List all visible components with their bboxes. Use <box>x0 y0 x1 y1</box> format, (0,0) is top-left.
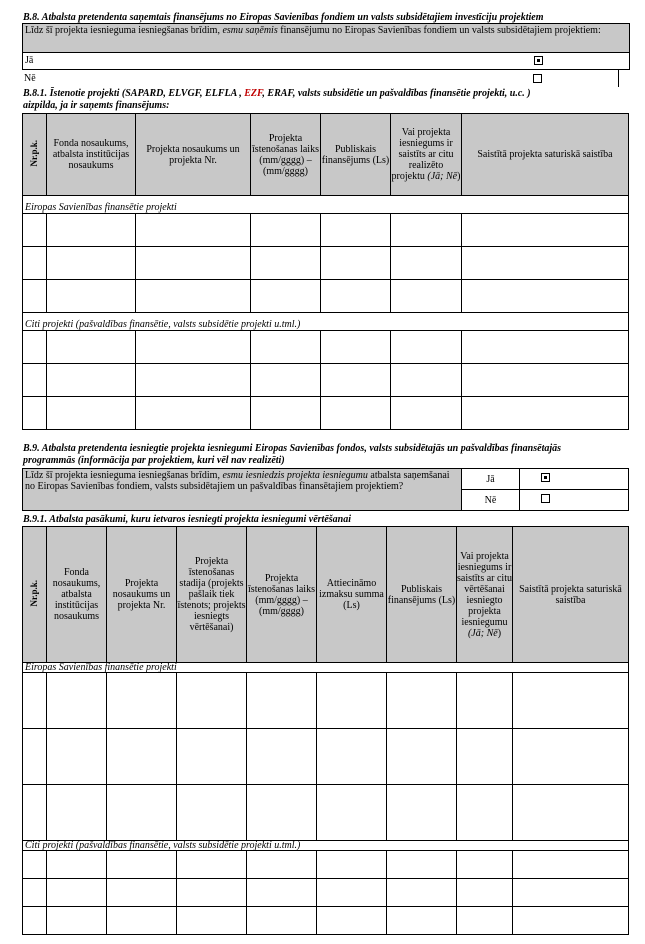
b81-section-eu-row <box>23 196 629 214</box>
b8-no-row <box>22 70 628 87</box>
table-row <box>23 280 629 313</box>
b81-header-nr: Nr.p.k. <box>23 114 47 196</box>
b8-question: Līdz šī projekta iesnieguma iesniegšanas brīdim, esmu saņēmis finansējumu no Eiropas Savienības fondiem un valsts subsidētajiem projektiem: <box>25 25 601 36</box>
b91-header-row <box>23 527 629 663</box>
table-row <box>23 673 629 729</box>
b91-header-project: Projekta nosaukums un projekta Nr. <box>107 527 177 663</box>
b9-question: Līdz šī projekta iesnieguma iesniegšanas brīdim, esmu iesniedzis projekta iesniegumu atbalsta saņemšanai no Eiropas Savienības fondiem, valsts subsidētajiem un pašvaldības finansētajiem projektiem? <box>23 469 462 511</box>
table-row <box>23 907 629 935</box>
b9-title: B.9. Atbalsta pretendenta iesniegtie projekta iesniegumi Eiropas Savienības fondos, valsts subsidētajās un pašvaldības finansētajās <box>23 443 562 454</box>
b9-no-label: Nē <box>462 490 520 511</box>
b91-table <box>22 526 629 935</box>
b91-header-linked: Vai projekta iesniegums ir saistīts ar citu vērtēšanai iesniegto projekta iesniegumu (Jā; Nē) <box>457 527 513 663</box>
b81-header-linked: Vai projekta iesniegums ir saistīts ar citu realizēto projektu (Jā; Nē) <box>391 114 462 196</box>
b81-header-project: Projekta nosaukums un projekta Nr. <box>136 114 251 196</box>
b81-title: B.8.1. Īstenotie projekti (SAPARD, ELVGF, ELFLA , EZF, ERAF, valsts subsidētie un pašvaldības finansētie projekti, u.c. ) <box>23 88 531 99</box>
b8-divider <box>618 70 619 87</box>
b8-no-checkbox[interactable] <box>533 74 542 83</box>
table-row <box>23 397 629 430</box>
b8-no-label: Nē <box>24 73 36 84</box>
b9-yes-checkbox[interactable] <box>541 473 550 482</box>
table-row <box>23 214 629 247</box>
table-row <box>23 851 629 879</box>
table-row <box>23 879 629 907</box>
table-row <box>23 331 629 364</box>
b91-header-costs: Attiecināmo izmaksu summa (Ls) <box>317 527 387 663</box>
b91-section-eu: Eiropas Savienības finansētie projekti <box>23 663 629 673</box>
b81-table <box>22 113 629 430</box>
b81-header-row <box>23 114 629 196</box>
b9-yes-label: Jā <box>462 469 520 490</box>
b91-section-other-row <box>23 841 629 851</box>
b8-question-box <box>22 23 630 53</box>
b81-section-other-row <box>23 313 629 331</box>
b8-yes-label: Jā <box>25 55 34 66</box>
b81-header-relation: Saistītā projekta saturiskā saistība <box>462 114 629 196</box>
b81-header-time: Projekta īstenošanas laiks (mm/gggg) – (mm/gggg) <box>251 114 321 196</box>
b81-section-eu: Eiropas Savienības finansētie projekti <box>23 196 629 214</box>
b91-header-stage: Projekta īstenošanas stadija (projekts pašlaik tiek īstenots; projekts iesniegts vērtēšanai) <box>177 527 247 663</box>
b9-no-checkbox[interactable] <box>541 494 550 503</box>
b81-title-line2: aizpilda, ja ir saņemts finansējums: <box>23 100 170 111</box>
table-row <box>23 364 629 397</box>
b8-yes-checkbox[interactable] <box>534 56 543 65</box>
table-row <box>23 785 629 841</box>
b91-header-nr: Nr.p.k. <box>23 527 47 663</box>
b81-header-public: Publiskais finansējums (Ls) <box>321 114 391 196</box>
table-row <box>23 729 629 785</box>
b81-section-other: Citi projekti (pašvaldības finansētie, valsts subsidētie projekti u.tml.) <box>23 313 629 331</box>
b8-title: B.8. Atbalsta pretendenta saņemtais finansējums no Eiropas Savienības fondiem un valsts subsidētajiem investīciju projektiem <box>23 12 544 23</box>
b91-header-fund: Fonda nosaukums, atbalsta institūcijas nosaukums <box>47 527 107 663</box>
b91-header-time: Projekta īstenošanas laiks (mm/gggg) – (mm/gggg) <box>247 527 317 663</box>
b81-header-fund: Fonda nosaukums, atbalsta institūcijas nosaukums <box>47 114 136 196</box>
b91-header-public: Publiskais finansējums (Ls) <box>387 527 457 663</box>
b91-section-other: Citi projekti (pašvaldības finansētie, valsts subsidētie projekti u.tml.) <box>23 841 629 851</box>
table-row <box>23 247 629 280</box>
b91-header-relation: Saistītā projekta saturiskā saistība <box>513 527 629 663</box>
b91-title: B.9.1. Atbalsta pasākumi, kuru ietvaros iesniegti projekta iesniegumi vērtēšanai <box>23 514 351 525</box>
b9-title-line2: programmās (informācija par projektiem, kuri vēl nav realizēti) <box>23 455 285 466</box>
b91-section-eu-row <box>23 663 629 673</box>
b9-question-table <box>22 468 629 511</box>
b8-yes-row <box>22 52 630 70</box>
